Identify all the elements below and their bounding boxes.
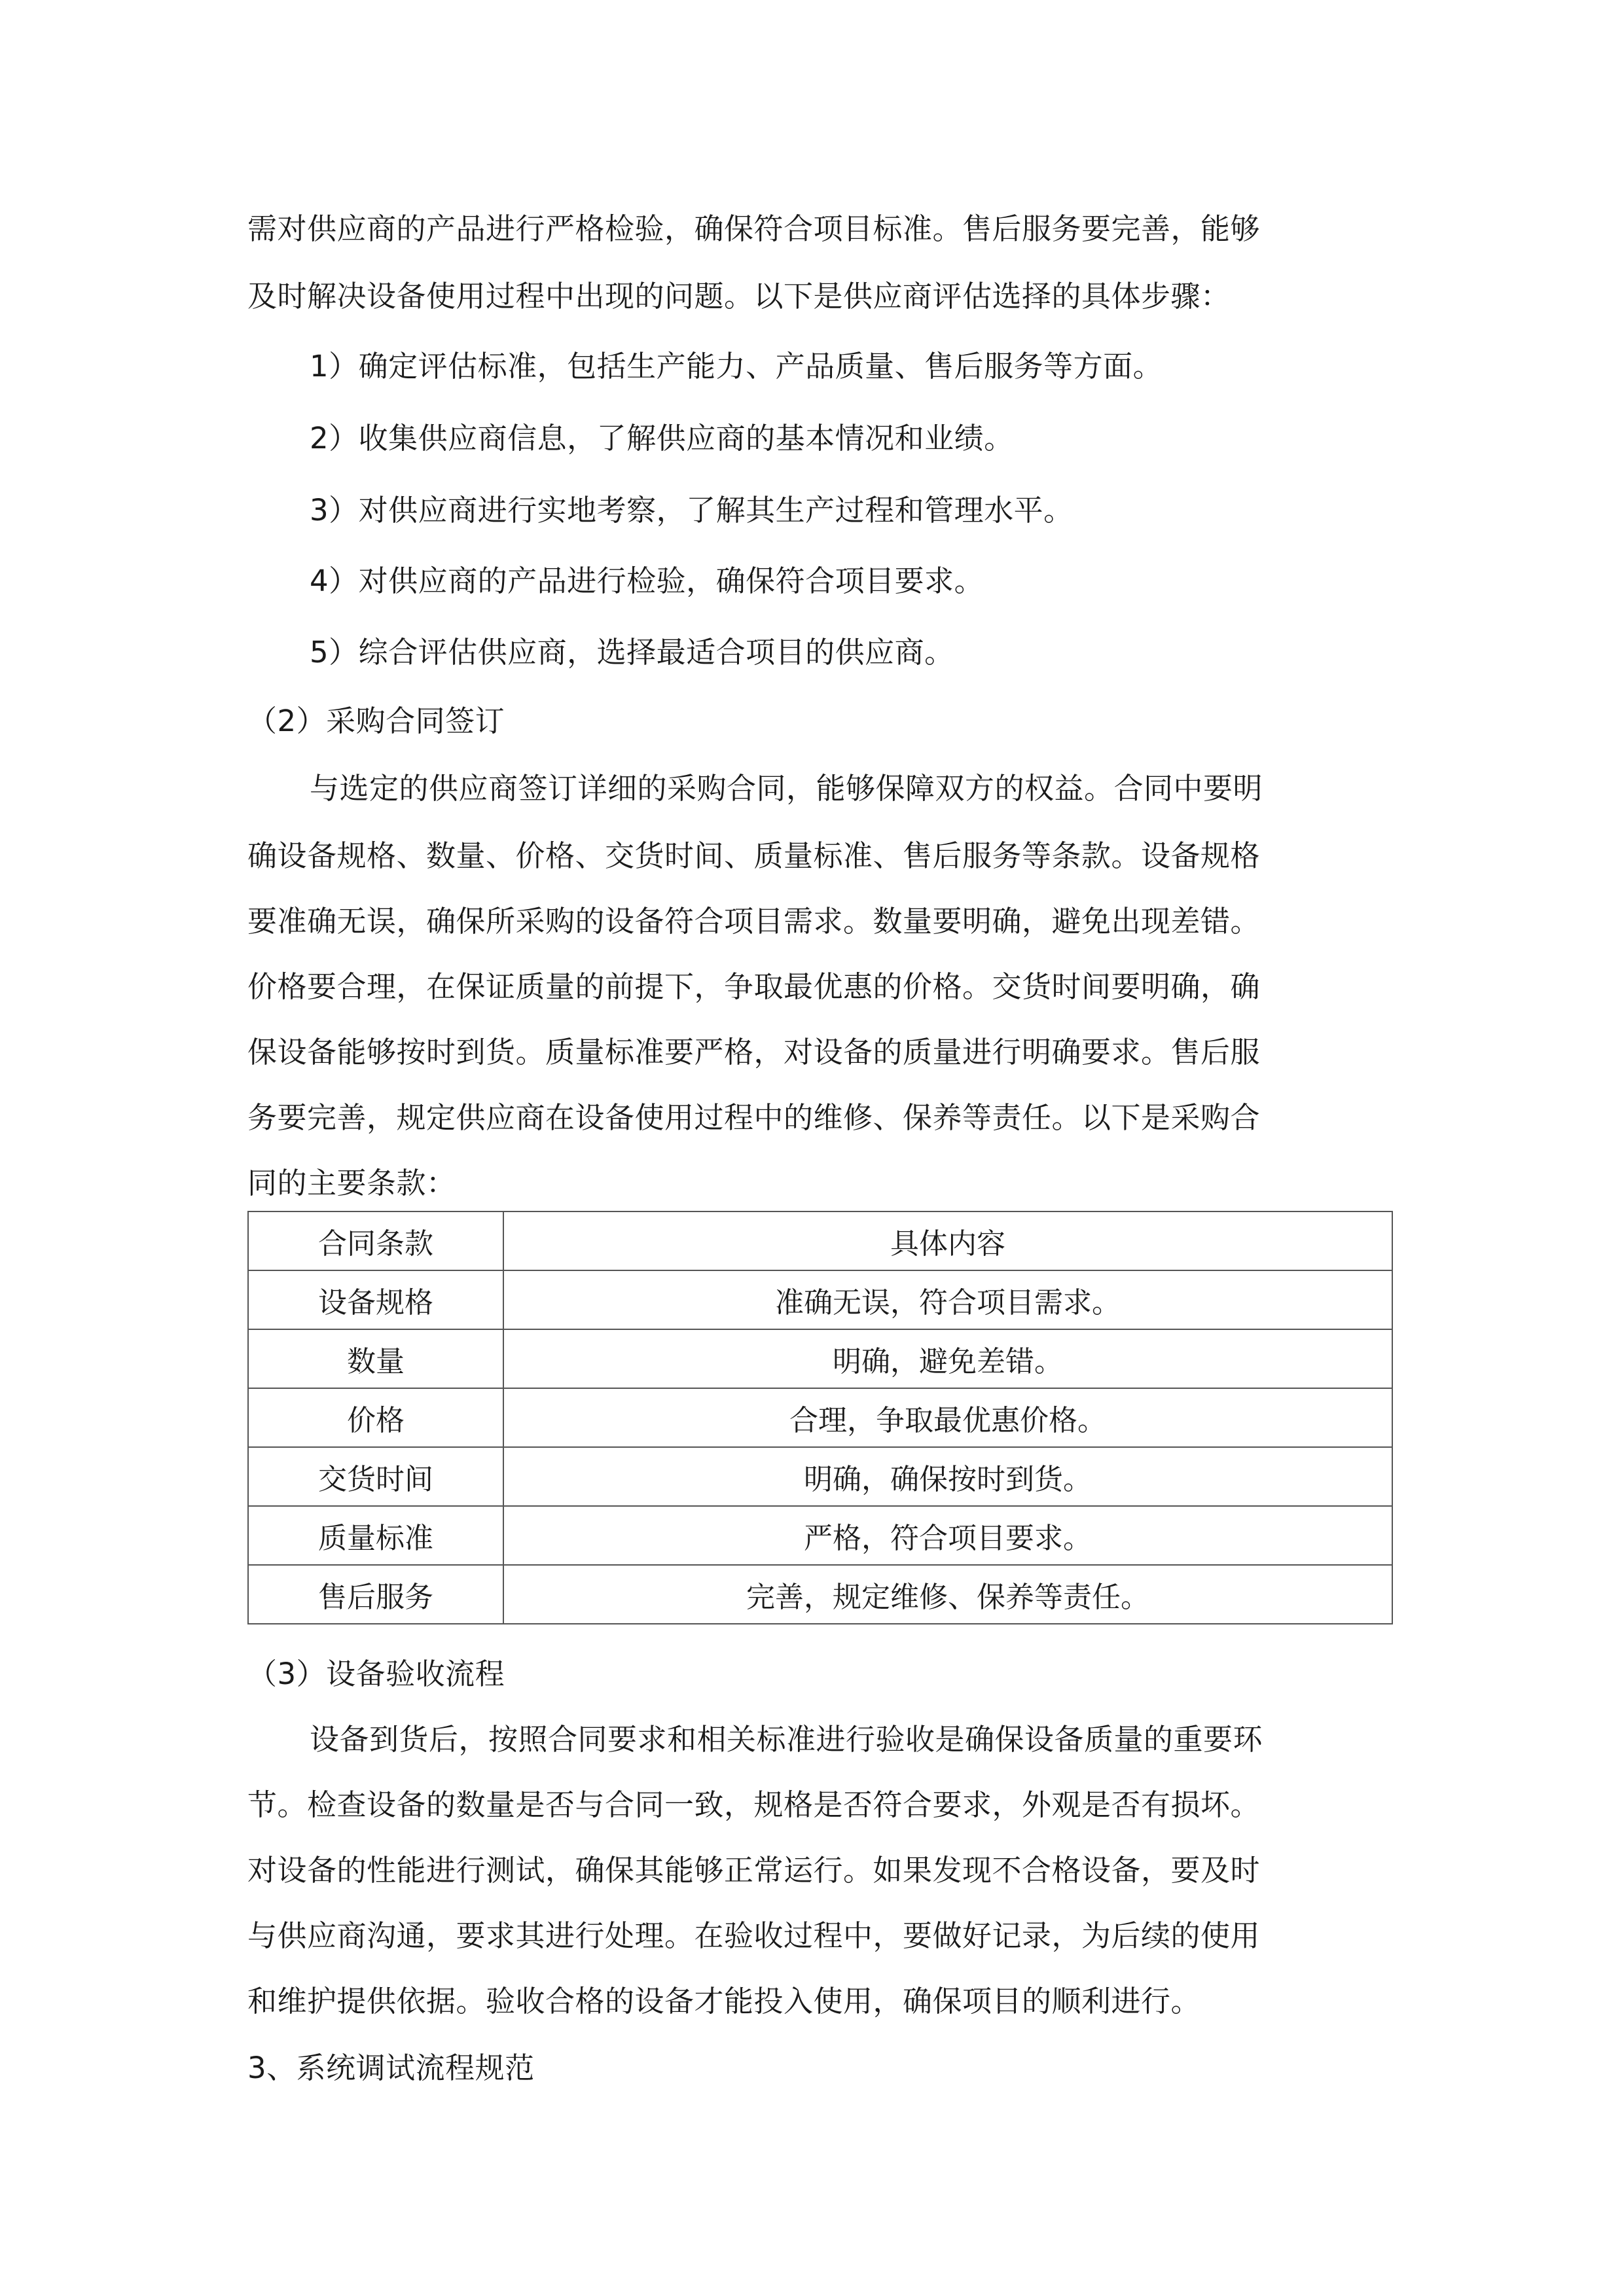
table-row [248, 1388, 1392, 1447]
step-item: 4）对供应商的产品进行检验，确保符合项目要求。 [310, 564, 984, 598]
table-row [248, 1506, 1392, 1565]
table-row [248, 1270, 1392, 1329]
table-cell-content: 明确，避免差错。 [503, 1329, 1392, 1388]
table-cell-term: 质量标准 [248, 1506, 503, 1565]
table-header-cell: 具体内容 [503, 1211, 1392, 1270]
section-heading-system-debugging: 3、系统调试流程规范 [247, 2051, 535, 2085]
table-header-row [248, 1211, 1392, 1270]
table-cell-term: 数量 [248, 1329, 503, 1388]
paragraph-line: 要准确无误，确保所采购的设备符合项目需求。数量要明确，避免出现差错。 [247, 904, 1261, 939]
step-item: 1）确定评估标准，包括生产能力、产品质量、售后服务等方面。 [310, 349, 1163, 384]
section-heading-purchase-contract: （2）采购合同签订 [247, 704, 505, 738]
table-cell-content: 严格，符合项目要求。 [503, 1506, 1392, 1565]
step-item: 2）收集供应商信息，了解供应商的基本情况和业绩。 [310, 421, 1014, 456]
paragraph-line: 设备到货后，按照合同要求和相关标准进行验收是确保设备质量的重要环 [310, 1722, 1263, 1757]
table-cell-content: 合理，争取最优惠价格。 [503, 1388, 1392, 1447]
intro-line-2: 及时解决设备使用过程中出现的问题。以下是供应商评估选择的具体步骤： [247, 279, 1231, 314]
table-cell-term: 交货时间 [248, 1447, 503, 1506]
paragraph-line: 同的主要条款： [247, 1166, 456, 1200]
table-header-cell: 合同条款 [248, 1211, 503, 1270]
paragraph-line: 对设备的性能进行测试，确保其能够正常运行。如果发现不合格设备，要及时 [247, 1853, 1261, 1888]
step-item: 5）综合评估供应商，选择最适合项目的供应商。 [310, 635, 954, 670]
table-row [248, 1565, 1392, 1624]
paragraph-line: 与供应商沟通，要求其进行处理。在验收过程中，要做好记录，为后续的使用 [247, 1918, 1261, 1953]
paragraph-line: 和维护提供依据。验收合格的设备才能投入使用，确保项目的顺利进行。 [247, 1984, 1201, 2018]
table-row [248, 1447, 1392, 1506]
paragraph-line: 节。检查设备的数量是否与合同一致，规格是否符合要求，外观是否有损坏。 [247, 1787, 1261, 1822]
table-row [248, 1329, 1392, 1388]
paragraph-line: 确设备规格、数量、价格、交货时间、质量标准、售后服务等条款。设备规格 [247, 838, 1261, 873]
intro-line-1: 需对供应商的产品进行严格检验，确保符合项目标准。售后服务要完善，能够 [247, 211, 1261, 246]
paragraph-line: 保设备能够按时到货。质量标准要严格，对设备的质量进行明确要求。售后服 [247, 1035, 1261, 1069]
step-item: 3）对供应商进行实地考察，了解其生产过程和管理水平。 [310, 493, 1074, 528]
table-cell-content: 准确无误，符合项目需求。 [503, 1270, 1392, 1329]
table-cell-content: 明确，确保按时到货。 [503, 1447, 1392, 1506]
paragraph-line: 务要完善，规定供应商在设备使用过程中的维修、保养等责任。以下是采购合 [247, 1100, 1261, 1135]
paragraph-line: 与选定的供应商签订详细的采购合同，能够保障双方的权益。合同中要明 [310, 771, 1263, 806]
paragraph-line: 价格要合理，在保证质量的前提下，争取最优惠的价格。交货时间要明确，确 [247, 969, 1261, 1004]
table-cell-term: 价格 [248, 1388, 503, 1447]
table-cell-content: 完善，规定维修、保养等责任。 [503, 1565, 1392, 1624]
table-cell-term: 售后服务 [248, 1565, 503, 1624]
table-cell-term: 设备规格 [248, 1270, 503, 1329]
section-heading-equipment-acceptance: （3）设备验收流程 [247, 1657, 505, 1691]
contract-terms-table [247, 1211, 1393, 1624]
